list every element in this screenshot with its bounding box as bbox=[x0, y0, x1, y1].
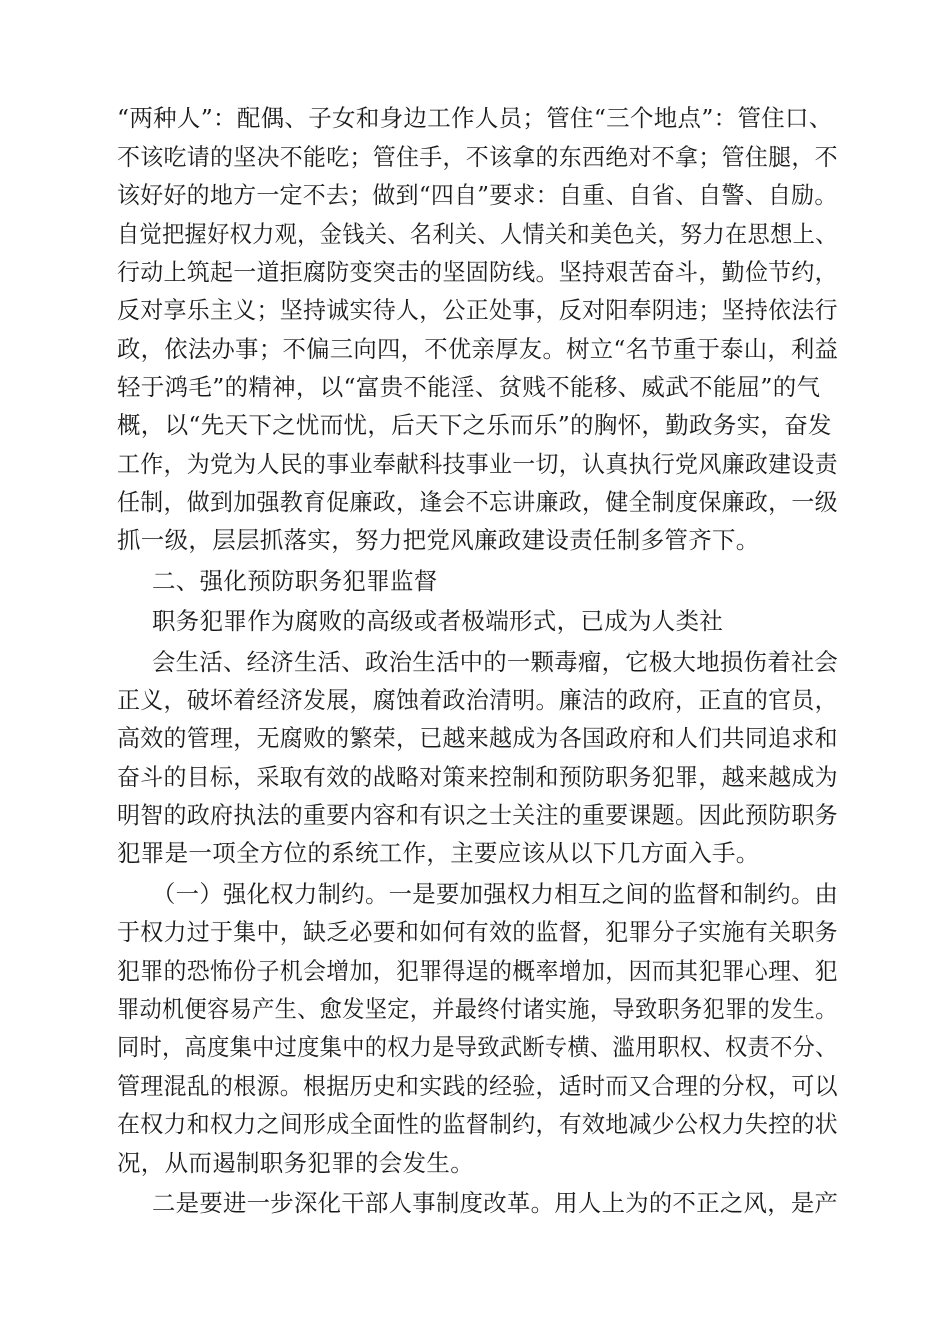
text-line: 会生活、经济生活、政治生活中的一颗毒瘤，它极大地损伤着社会 bbox=[152, 648, 839, 676]
text-line: 二是要进一步深化干部人事制度改革。用人上为的不正之风，是产 bbox=[152, 1189, 839, 1217]
text-line: 职务犯罪作为腐败的高级或者极端形式，已成为人类社 bbox=[152, 607, 724, 635]
text-line: 正义，破坏着经济发展，腐蚀着政治清明。廉洁的政府，正直的官员， bbox=[117, 686, 838, 714]
text-line: 明智的政府执法的重要内容和有识之士关注的重要课题。因此预防职务 bbox=[117, 801, 838, 829]
text-line: 不该吃请的坚决不能吃；管住手，不该拿的东西绝对不拿；管住腿，不 bbox=[117, 143, 838, 171]
text-line: 轻于鸿毛”的精神，以“富贵不能淫、贫贱不能移、威武不能屈”的气 bbox=[117, 373, 821, 401]
text-line: 况，从而遏制职务犯罪的会发生。 bbox=[117, 1149, 474, 1177]
text-line: 概，以“先天下之忧而忧，后天下之乐而乐”的胸怀，勤政务实，奋发 bbox=[117, 411, 832, 439]
text-line: 管理混乱的根源。根据历史和实践的经验，适时而又合理的分权，可以 bbox=[117, 1072, 838, 1100]
text-line: 于权力过于集中，缺乏必要和如何有效的监督，犯罪分子实施有关职务 bbox=[117, 918, 838, 946]
text-line: 自觉把握好权力观，金钱关、名利关、人情关和美色关，努力在思想上、 bbox=[117, 220, 838, 248]
text-line: 高效的管理，无腐败的繁荣，已越来越成为各国政府和人们共同追求和 bbox=[117, 724, 838, 752]
text-line: 罪动机便容易产生、愈发坚定，并最终付诸实施，导致职务犯罪的发生。 bbox=[117, 995, 838, 1023]
text-line: 反对享乐主义；坚持诚实待人，公正处事，反对阳奉阴违；坚持依法行 bbox=[117, 296, 838, 324]
text-line: 政，依法办事；不偏三向四，不优亲厚友。树立“名节重于泰山，利益 bbox=[117, 335, 839, 363]
text-line: 同时，高度集中过度集中的权力是导致武断专横、滥用职权、权责不分、 bbox=[117, 1033, 838, 1061]
text-line: 任制，做到加强教育促廉政，逢会不忘讲廉政，健全制度保廉政，一级 bbox=[117, 488, 838, 516]
text-line: 犯罪的恐怖份子机会增加，犯罪得逞的概率增加，因而其犯罪心理、犯 bbox=[117, 957, 838, 985]
text-line: 抓一级，层层抓落实，努力把党风廉政建设责任制多管齐下。 bbox=[117, 526, 760, 554]
text-line: （一）强化权力制约。一是要加强权力相互之间的监督和制约。由 bbox=[152, 880, 839, 908]
text-line: 奋斗的目标，采取有效的战略对策来控制和预防职务犯罪，越来越成为 bbox=[117, 763, 838, 791]
text-line: “两种人”：配偶、子女和身边工作人员；管住“三个地点”：管住口、 bbox=[117, 104, 833, 132]
text-line: 该好好的地方一定不去；做到“四自”要求：自重、自省、自警、自励。 bbox=[117, 181, 838, 209]
text-line: 工作，为党为人民的事业奉献科技事业一切，认真执行党风廉政建设责 bbox=[117, 450, 838, 478]
section-heading: 二、强化预防职务犯罪监督 bbox=[152, 567, 438, 595]
text-line: 行动上筑起一道拒腐防变突击的坚固防线。坚持艰苦奋斗，勤俭节约， bbox=[117, 258, 838, 286]
text-line: 在权力和权力之间形成全面性的监督制约，有效地减少公权力失控的状 bbox=[117, 1110, 838, 1138]
text-line: 犯罪是一项全方位的系统工作，主要应该从以下几方面入手。 bbox=[117, 839, 760, 867]
